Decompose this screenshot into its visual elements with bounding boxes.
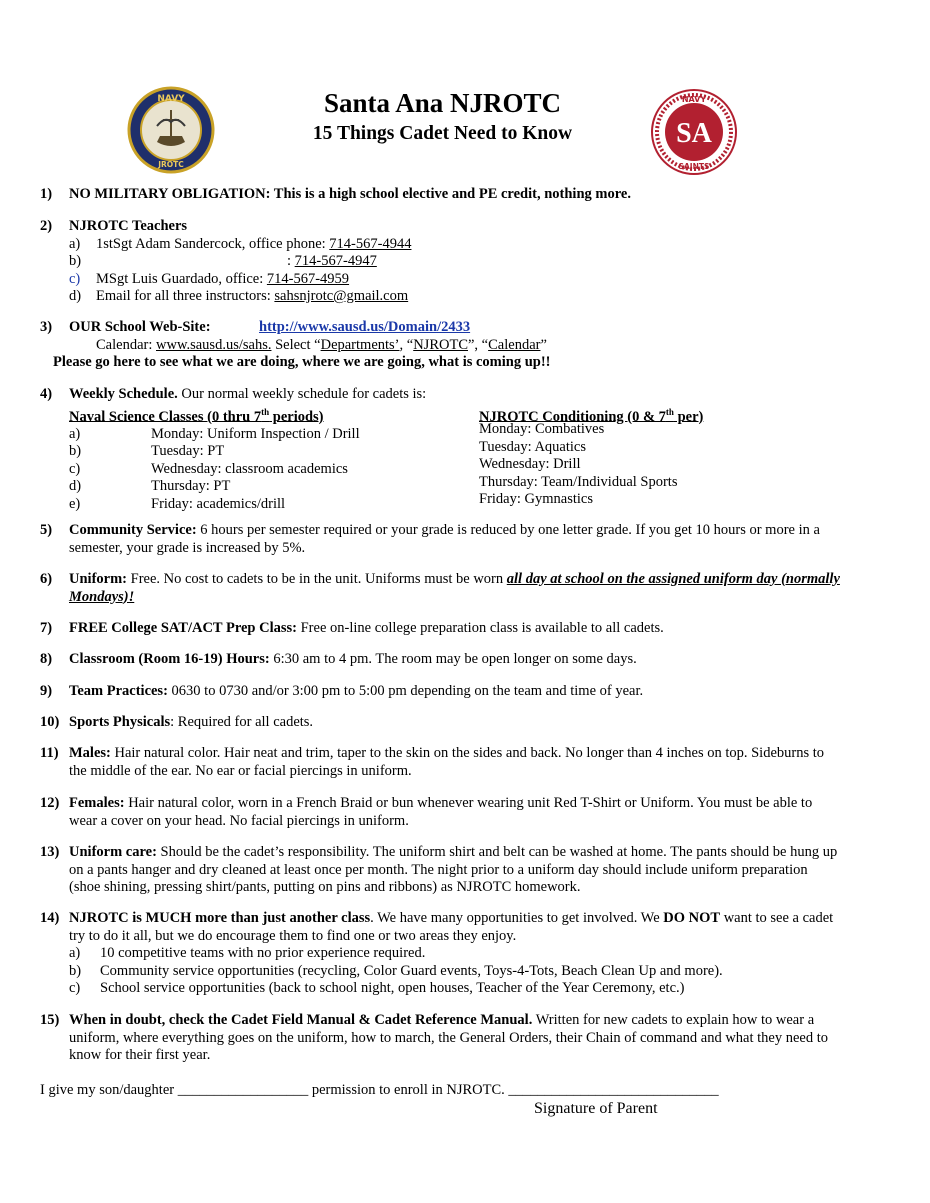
svg-text:NAVY: NAVY — [681, 95, 707, 104]
phone-link[interactable]: 714-567-4944 — [329, 235, 412, 252]
phone-link[interactable]: 714-567-4947 — [294, 253, 377, 269]
opportunity-row: c) School service opportunities (back to school night, open houses, Teacher of the Year Ceremony, etc.) — [69, 980, 685, 996]
item-number: 15) — [40, 1012, 60, 1028]
conditioning-row: Monday: Combatives — [479, 421, 605, 437]
svg-text:NAVY: NAVY — [157, 94, 185, 104]
website-link[interactable]: http://www.sausd.us/Domain/2433 — [259, 319, 471, 335]
item-7 — [40, 620, 840, 638]
item-10 — [40, 714, 840, 732]
class-row: d) Thursday: PT — [69, 478, 231, 495]
page-title: Santa Ana NJROTC — [323, 88, 562, 118]
website-note: Please go here to see what we are doing, where we are going, what is coming up!! — [53, 354, 551, 370]
item-text: NJROTC is MUCH more than just another class. We have many opportunities to get involved. We DO NOT want to see a cadet try to do it all, but we do encourage them to find one or two areas they enjoy. — [69, 910, 834, 944]
item-number: 11) — [40, 745, 59, 761]
item-number: 1) — [40, 186, 53, 202]
signature-label: Signature of Parent — [534, 1100, 658, 1117]
item-text: Team Practices: 0630 to 0730 and/or 3:00 pm to 5:00 pm depending on the team and time of year. — [69, 683, 644, 699]
item-number: 6) — [40, 571, 53, 587]
class-row: c) Wednesday: classroom academics — [69, 460, 348, 477]
class-row: e) Friday: academics/drill — [69, 495, 286, 512]
item-text: Community Service: 6 hours per semester required or your grade is reduced by one letter grade. If you get 10 hours or more in a semester, your grade is increased by 5%. — [69, 522, 820, 556]
conditioning-row: Wednesday: Drill — [479, 456, 581, 472]
child-name-blank[interactable]: __________________ — [177, 1082, 309, 1098]
item-number: 4) — [40, 386, 53, 402]
item-1 — [40, 186, 840, 204]
item-6 — [40, 571, 840, 606]
conditioning-row: Thursday: Team/Individual Sports — [479, 473, 678, 490]
item-text: Uniform care: Should be the cadet’s responsibility. The uniform shirt and belt can be washed at home. The pants should be hung up on a pants hanger and dry cleaned at least once per month. The night prior to a uniform day should include uniform preparation (shoe shining, pressing shirt/pants, putting on pins and ribbons) as NJROTC homework. — [69, 844, 838, 895]
conditioning-column — [479, 404, 839, 509]
phone-link[interactable]: 714-567-4959 — [266, 270, 350, 287]
item-15 — [40, 1012, 840, 1065]
item-text: When in doubt, check the Cadet Field Manual & Cadet Reference Manual. Written for new cadets to explain how to wear a uniform, where everything goes on the uniform, how to march, the General Orders, their Chain of command and what they need to know for their first year. — [69, 1012, 829, 1063]
page-subtitle: 15 Things Cadet Need to Know — [312, 123, 573, 144]
conditioning-heading: NJROTC Conditioning (0 & 7th per) — [479, 406, 704, 425]
item-number: 2) — [40, 218, 53, 234]
item-4: 4) Weekly Schedule. Our normal weekly schedule for cadets is: Naval Science Classes (0 thru 7th periods) a) Monday: Uniform Inspection / Drill b) Tuesday: PT c) Wednesday: classroom academics d) Thursday: PT e) Friday: academics/drill NJROTC Conditioning (0 & 7th per) Monday: Combatives Tuesday: Aquatics Wednesday: Drill Thursday: Team/Individual Sports Friday: Gymnastics — [40, 386, 840, 513]
item-13 — [40, 844, 840, 897]
item-14 — [40, 910, 840, 998]
item-heading: NJROTC Teachers — [69, 218, 188, 234]
website-label: OUR School Web-Site: — [69, 319, 211, 335]
item-number: 3) — [40, 319, 53, 335]
item-number: 14) — [40, 910, 60, 926]
item-number: 7) — [40, 620, 53, 636]
calendar-line: Calendar: www.sausd.us/sahs. Select “Departments’, “NJROTC”, “Calendar” — [96, 336, 547, 353]
conditioning-row: Tuesday: Aquatics — [479, 438, 587, 455]
opportunity-row: a) 10 competitive teams with no prior experience required. — [69, 945, 426, 961]
item-number: 13) — [40, 844, 60, 860]
teacher-row: b) : 714-567-4947 — [69, 253, 377, 269]
teacher-row: c) MSgt Luis Guardado, office: 714-567-4959 — [69, 270, 350, 287]
item-8 — [40, 651, 840, 669]
item-12 — [40, 795, 840, 830]
item-11 — [40, 745, 840, 780]
conditioning-row: Friday: Gymnastics — [479, 491, 593, 507]
item-text: Sports Physicals: Required for all cadets. — [69, 714, 314, 730]
svg-text:SAINTS: SAINTS — [678, 162, 710, 171]
class-row: b) Tuesday: PT — [69, 443, 225, 460]
item-3 — [40, 319, 840, 372]
item-number: 10) — [40, 714, 60, 730]
item-text: Uniform: Free. No cost to cadets to be in the unit. Uniforms must be worn all day at school on the assigned uniform day (normally Mondays)! — [69, 571, 840, 605]
item-text: FREE College SAT/ACT Prep Class: Free on-line college preparation class is available to all cadets. — [69, 620, 664, 636]
teacher-row: d) Email for all three instructors: sahsnjrotc@gmail.com — [69, 288, 409, 304]
item-text: Females: Hair natural color, worn in a French Braid or bun whenever wearing unit Red T-Shirt or Uniform. You must be able to wear a cover on your head. No facial piercings in uniform. — [69, 795, 813, 829]
item-9 — [40, 683, 840, 701]
item-number: 12) — [40, 795, 60, 811]
item-5 — [40, 522, 840, 557]
item-number: 5) — [40, 522, 53, 538]
calendar-site-link[interactable]: www.sausd.us/sahs. — [156, 336, 272, 353]
item-2 — [40, 218, 840, 306]
teacher-row: a) 1stSgt Adam Sandercock, office phone: 714-567-4944 — [69, 235, 412, 252]
email-link[interactable]: sahsnjrotc@gmail.com — [274, 288, 409, 304]
permission-line: I give my son/daughter __________________ permission to enroll in NJROTC. _____________________________ — [40, 1082, 719, 1098]
item-heading: Weekly Schedule. — [69, 386, 178, 402]
parent-signature-blank[interactable]: _____________________________ — [508, 1082, 719, 1098]
svg-text:SA: SA — [676, 118, 712, 149]
item-text: NO MILITARY OBLIGATION: This is a high school elective and PE credit, nothing more. — [69, 186, 631, 202]
item-number: 8) — [40, 651, 53, 667]
item-text: Classroom (Room 16-19) Hours: 6:30 am to 4 pm. The room may be open longer on some days. — [69, 651, 637, 667]
svg-text:JROTC: JROTC — [158, 160, 184, 169]
classes-heading: Naval Science Classes (0 thru 7th periods) — [69, 406, 324, 425]
item-number: 9) — [40, 683, 53, 699]
opportunity-row: b) Community service opportunities (recycling, Color Guard events, Toys-4-Tots, Beach Clean Up and more). — [69, 962, 723, 979]
class-row: a) Monday: Uniform Inspection / Drill — [69, 425, 360, 442]
item-text: Males: Hair natural color. Hair neat and trim, taper to the skin on the sides and back. No longer than 4 inches on top. Sideburns to the middle of the ear. No ear or facial piercings in uniform. — [69, 745, 825, 779]
